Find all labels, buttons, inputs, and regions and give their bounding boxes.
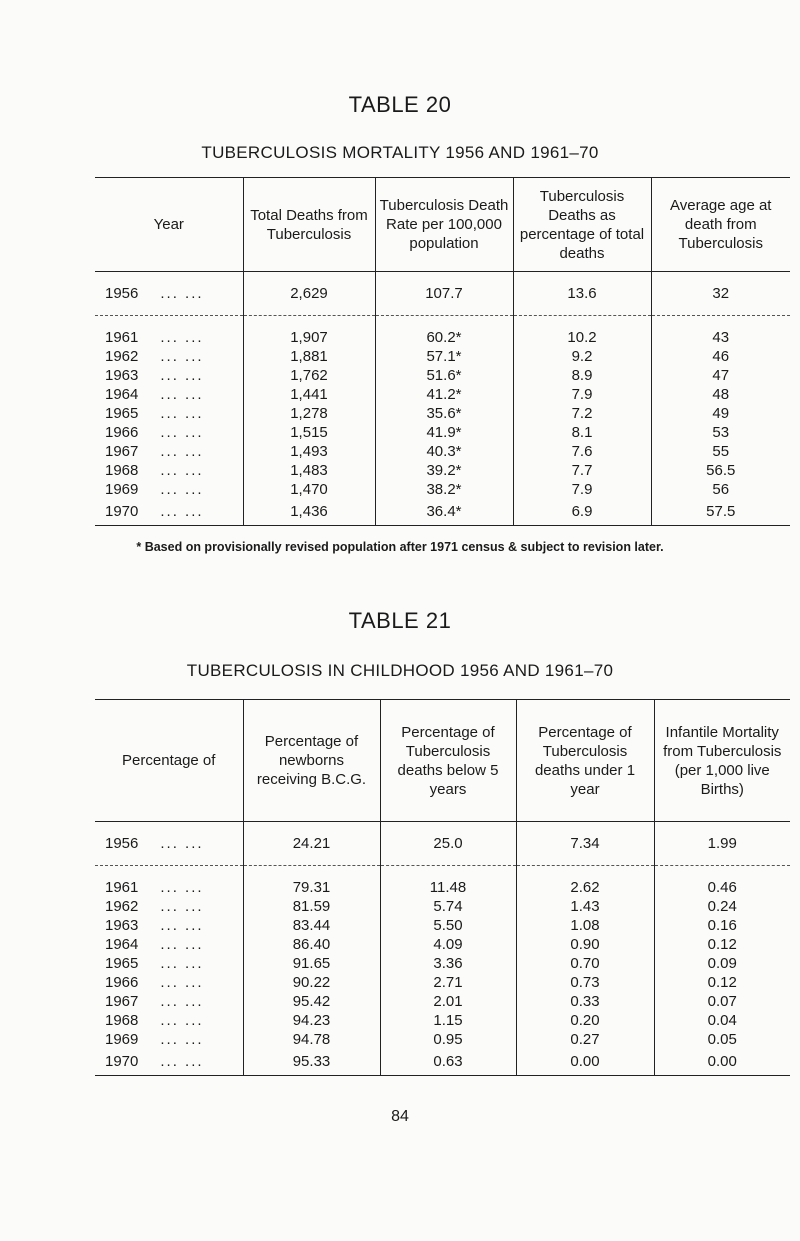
value-cell: 0.90 bbox=[516, 935, 654, 954]
table-row bbox=[95, 1011, 790, 1030]
value-cell: 7.6 bbox=[513, 442, 651, 461]
value-cell: 0.24 bbox=[707, 898, 737, 915]
value-cell: 7.34 bbox=[516, 822, 654, 866]
value-cell: 1.43 bbox=[516, 897, 654, 916]
leader-dots: ... ... bbox=[160, 993, 204, 1010]
value-cell: 41.9* bbox=[375, 423, 513, 442]
spacer-cell bbox=[516, 866, 654, 879]
value-cell: 53 bbox=[712, 424, 730, 441]
year-label: 1968 bbox=[105, 1012, 139, 1029]
leader-dots: ... ... bbox=[160, 462, 204, 479]
year-label: 1964 bbox=[105, 386, 139, 403]
header-deaths-percentage: Tuberculosis Deaths as percentage of total deaths bbox=[513, 178, 651, 272]
year-cell bbox=[95, 499, 243, 525]
leader-dots: ... ... bbox=[160, 503, 204, 521]
table-row bbox=[95, 973, 790, 992]
value-cell: 36.4* bbox=[375, 499, 513, 525]
spacer-cell bbox=[375, 316, 513, 329]
year-label: 1970 bbox=[105, 503, 139, 521]
table-21-title: TABLE 21 bbox=[348, 608, 452, 633]
value-cell: 9.2 bbox=[513, 347, 651, 366]
header-percentage-of: Percentage of bbox=[95, 700, 243, 822]
value-cell: 0.20 bbox=[516, 1011, 654, 1030]
year-cell bbox=[95, 897, 243, 916]
spacer-cell bbox=[513, 316, 651, 329]
leader-dots: ... ... bbox=[160, 367, 204, 384]
value-cell: 39.2* bbox=[375, 461, 513, 480]
table-row bbox=[95, 878, 790, 897]
table-row bbox=[95, 404, 790, 423]
year-cell bbox=[95, 480, 243, 499]
tuberculosis-childhood-table bbox=[95, 699, 790, 1076]
table-row bbox=[95, 461, 790, 480]
value-cell: 2.01 bbox=[380, 992, 516, 1011]
year-cell bbox=[95, 822, 243, 866]
value-cell: 8.9 bbox=[513, 366, 651, 385]
year-cell bbox=[95, 404, 243, 423]
value-cell: 0.46 bbox=[707, 879, 737, 896]
value-cell: 86.40 bbox=[243, 935, 380, 954]
value-cell: 43 bbox=[712, 329, 730, 346]
value-cell: 81.59 bbox=[243, 897, 380, 916]
header-infantile-mortality: Infantile Mortality from Tuberculosis (per 1,000 live Births) bbox=[654, 700, 790, 822]
spacer-cell bbox=[95, 316, 243, 329]
value-cell: 1,436 bbox=[243, 499, 375, 525]
year-label: 1967 bbox=[105, 443, 139, 460]
leader-dots: ... ... bbox=[160, 405, 204, 422]
value-cell: 1,483 bbox=[243, 461, 375, 480]
tuberculosis-mortality-table bbox=[95, 177, 790, 526]
value-cell: 91.65 bbox=[243, 954, 380, 973]
leader-dots: ... ... bbox=[160, 879, 204, 896]
year-cell bbox=[95, 385, 243, 404]
leader-dots: ... ... bbox=[160, 285, 204, 302]
header-bcg-newborns: Percentage of newborns receiving B.C.G. bbox=[243, 700, 380, 822]
year-cell bbox=[95, 916, 243, 935]
value-cell: 55 bbox=[712, 443, 730, 460]
year-label: 1967 bbox=[105, 993, 139, 1010]
value-cell: 13.6 bbox=[513, 272, 651, 316]
leader-dots: ... ... bbox=[160, 835, 204, 852]
value-cell: 79.31 bbox=[243, 878, 380, 897]
value-cell: 5.74 bbox=[380, 897, 516, 916]
value-cell: 1,907 bbox=[243, 328, 375, 347]
value-cell: 41.2* bbox=[375, 385, 513, 404]
year-label: 1964 bbox=[105, 936, 139, 953]
header-death-rate: Tuberculosis Death Rate per 100,000 population bbox=[375, 178, 513, 272]
table-row bbox=[95, 954, 790, 973]
year-cell bbox=[95, 973, 243, 992]
year-label: 1962 bbox=[105, 898, 139, 915]
value-cell: 2.71 bbox=[380, 973, 516, 992]
value-cell: 7.9 bbox=[513, 480, 651, 499]
table-row bbox=[95, 272, 790, 316]
year-label: 1966 bbox=[105, 974, 139, 991]
year-label: 1965 bbox=[105, 405, 139, 422]
table-row bbox=[95, 992, 790, 1011]
year-label: 1961 bbox=[105, 329, 139, 346]
value-cell: 35.6* bbox=[375, 404, 513, 423]
table-20-subtitle: TUBERCULOSIS MORTALITY 1956 AND 1961–70 bbox=[201, 143, 599, 162]
value-cell: 10.2 bbox=[513, 328, 651, 347]
value-cell: 0.05 bbox=[707, 1031, 737, 1048]
header-average-age: Average age at death from Tuberculosis bbox=[651, 178, 790, 272]
value-cell: 0.16 bbox=[707, 917, 737, 934]
year-cell bbox=[95, 1030, 243, 1049]
header-total-deaths: Total Deaths from Tuberculosis bbox=[243, 178, 375, 272]
value-cell: 49 bbox=[712, 405, 730, 422]
value-cell: 6.9 bbox=[513, 499, 651, 525]
value-cell: 11.48 bbox=[380, 878, 516, 897]
table-row bbox=[95, 423, 790, 442]
value-cell: 1.15 bbox=[380, 1011, 516, 1030]
value-cell: 0.07 bbox=[707, 993, 737, 1010]
leader-dots: ... ... bbox=[160, 974, 204, 991]
value-cell: 32 bbox=[651, 272, 790, 316]
table-21-subtitle: TUBERCULOSIS IN CHILDHOOD 1956 AND 1961–70 bbox=[186, 661, 614, 680]
value-cell: 1,278 bbox=[243, 404, 375, 423]
year-cell bbox=[95, 461, 243, 480]
table-row bbox=[95, 1049, 790, 1075]
value-cell: 56 bbox=[712, 481, 730, 498]
year-label: 1956 bbox=[105, 835, 139, 852]
table-row bbox=[95, 366, 790, 385]
table-row bbox=[95, 1030, 790, 1049]
value-cell: 0.12 bbox=[707, 974, 737, 991]
spacer-row bbox=[95, 866, 790, 879]
table-20-title: TABLE 20 bbox=[348, 92, 452, 117]
leader-dots: ... ... bbox=[160, 936, 204, 953]
value-cell: 46 bbox=[712, 348, 730, 365]
leader-dots: ... ... bbox=[160, 917, 204, 934]
year-cell bbox=[95, 442, 243, 461]
year-cell bbox=[95, 878, 243, 897]
year-cell bbox=[95, 328, 243, 347]
table-row bbox=[95, 897, 790, 916]
value-cell: 0.27 bbox=[516, 1030, 654, 1049]
value-cell: 57.5 bbox=[651, 499, 790, 525]
year-cell bbox=[95, 423, 243, 442]
value-cell: 56.5 bbox=[706, 462, 736, 479]
year-cell bbox=[95, 347, 243, 366]
value-cell: 83.44 bbox=[243, 916, 380, 935]
value-cell: 48 bbox=[712, 386, 730, 403]
spacer-cell bbox=[380, 866, 516, 879]
value-cell: 57.1* bbox=[375, 347, 513, 366]
year-label: 1961 bbox=[105, 879, 139, 896]
value-cell: 0.00 bbox=[654, 1049, 790, 1075]
year-label: 1956 bbox=[105, 285, 139, 302]
value-cell: 2,629 bbox=[243, 272, 375, 316]
page-number: 84 bbox=[391, 1108, 409, 1125]
year-cell bbox=[95, 1011, 243, 1030]
leader-dots: ... ... bbox=[160, 955, 204, 972]
leader-dots: ... ... bbox=[160, 424, 204, 441]
year-label: 1963 bbox=[105, 917, 139, 934]
value-cell: 0.70 bbox=[516, 954, 654, 973]
value-cell: 90.22 bbox=[243, 973, 380, 992]
value-cell: 0.95 bbox=[380, 1030, 516, 1049]
header-year: Year bbox=[95, 178, 243, 272]
value-cell: 1.99 bbox=[654, 822, 790, 866]
value-cell: 51.6* bbox=[375, 366, 513, 385]
year-label: 1965 bbox=[105, 955, 139, 972]
spacer-cell bbox=[95, 866, 243, 879]
year-label: 1969 bbox=[105, 481, 139, 498]
value-cell: 40.3* bbox=[375, 442, 513, 461]
spacer-cell bbox=[654, 866, 790, 879]
table-row bbox=[95, 822, 790, 866]
value-cell: 94.78 bbox=[243, 1030, 380, 1049]
value-cell: 60.2* bbox=[375, 328, 513, 347]
value-cell: 0.12 bbox=[707, 936, 737, 953]
table-row bbox=[95, 499, 790, 525]
value-cell: 0.04 bbox=[707, 1012, 737, 1029]
year-label: 1968 bbox=[105, 462, 139, 479]
value-cell: 7.2 bbox=[513, 404, 651, 423]
value-cell: 1,470 bbox=[243, 480, 375, 499]
table-20-footnote: * Based on provisionally revised population after 1971 census & subject to revision later. bbox=[136, 540, 664, 554]
value-cell: 38.2* bbox=[375, 480, 513, 499]
leader-dots: ... ... bbox=[160, 481, 204, 498]
year-label: 1970 bbox=[105, 1053, 139, 1071]
leader-dots: ... ... bbox=[160, 443, 204, 460]
value-cell: 8.1 bbox=[513, 423, 651, 442]
table-row bbox=[95, 385, 790, 404]
spacer-cell bbox=[243, 316, 375, 329]
value-cell: 25.0 bbox=[380, 822, 516, 866]
value-cell: 3.36 bbox=[380, 954, 516, 973]
spacer-cell bbox=[651, 316, 790, 329]
spacer-cell bbox=[243, 866, 380, 879]
leader-dots: ... ... bbox=[160, 898, 204, 915]
table-row bbox=[95, 935, 790, 954]
table-row bbox=[95, 442, 790, 461]
year-cell bbox=[95, 992, 243, 1011]
value-cell: 1,762 bbox=[243, 366, 375, 385]
leader-dots: ... ... bbox=[160, 386, 204, 403]
table-row bbox=[95, 480, 790, 499]
value-cell: 94.23 bbox=[243, 1011, 380, 1030]
year-label: 1962 bbox=[105, 348, 139, 365]
value-cell: 1.08 bbox=[516, 916, 654, 935]
table-row bbox=[95, 328, 790, 347]
leader-dots: ... ... bbox=[160, 329, 204, 346]
value-cell: 7.9 bbox=[513, 385, 651, 404]
year-cell bbox=[95, 1049, 243, 1075]
value-cell: 107.7 bbox=[375, 272, 513, 316]
year-label: 1966 bbox=[105, 424, 139, 441]
year-cell bbox=[95, 935, 243, 954]
year-cell bbox=[95, 954, 243, 973]
value-cell: 5.50 bbox=[380, 916, 516, 935]
year-label: 1963 bbox=[105, 367, 139, 384]
year-label: 1969 bbox=[105, 1031, 139, 1048]
value-cell: 1,881 bbox=[243, 347, 375, 366]
spacer-row bbox=[95, 316, 790, 329]
value-cell: 0.33 bbox=[516, 992, 654, 1011]
table-row bbox=[95, 347, 790, 366]
value-cell: 0.63 bbox=[380, 1049, 516, 1075]
value-cell: 1,515 bbox=[243, 423, 375, 442]
value-cell: 95.33 bbox=[243, 1049, 380, 1075]
leader-dots: ... ... bbox=[160, 1031, 204, 1048]
leader-dots: ... ... bbox=[160, 1012, 204, 1029]
value-cell: 0.09 bbox=[707, 955, 737, 972]
value-cell: 7.7 bbox=[513, 461, 651, 480]
value-cell: 95.42 bbox=[243, 992, 380, 1011]
header-deaths-under-1: Percentage of Tuberculosis deaths under 1 year bbox=[516, 700, 654, 822]
value-cell: 0.00 bbox=[516, 1049, 654, 1075]
year-cell bbox=[95, 366, 243, 385]
leader-dots: ... ... bbox=[160, 1053, 204, 1071]
leader-dots: ... ... bbox=[160, 348, 204, 365]
value-cell: 24.21 bbox=[243, 822, 380, 866]
value-cell: 1,441 bbox=[243, 385, 375, 404]
header-deaths-below-5: Percentage of Tuberculosis deaths below 5 years bbox=[380, 700, 516, 822]
year-cell bbox=[95, 272, 243, 316]
value-cell: 4.09 bbox=[380, 935, 516, 954]
table-row bbox=[95, 916, 790, 935]
value-cell: 47 bbox=[712, 367, 730, 384]
value-cell: 2.62 bbox=[516, 878, 654, 897]
value-cell: 0.73 bbox=[516, 973, 654, 992]
value-cell: 1,493 bbox=[243, 442, 375, 461]
